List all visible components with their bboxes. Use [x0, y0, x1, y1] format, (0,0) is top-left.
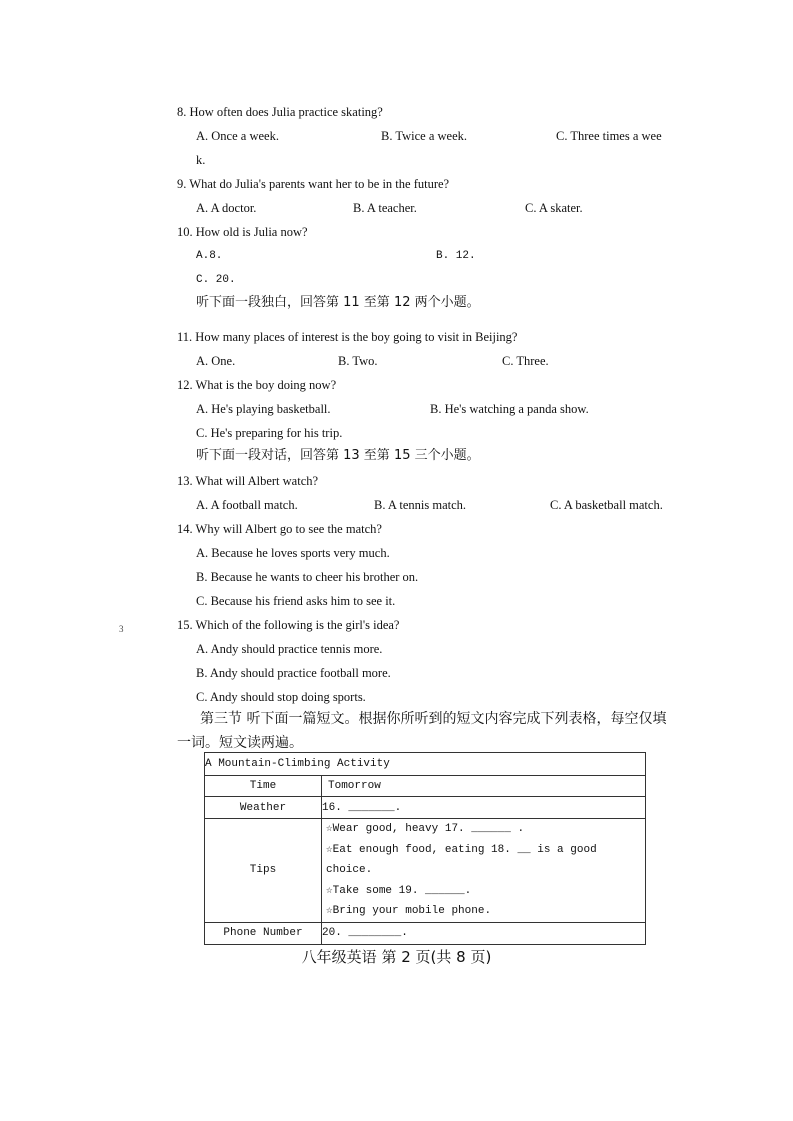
weather-label: Weather: [205, 797, 322, 819]
phone-value: 20. ________.: [322, 922, 646, 944]
question-15-option-a: A. Andy should practice tennis more.: [196, 642, 383, 656]
tip-item: ☆Wear good, heavy 17. ______ .: [326, 823, 525, 835]
question-8-option-a: A. Once a week.: [196, 129, 279, 143]
stray-mark: 3: [119, 624, 124, 634]
instruction-13-15: 听下面一段对话，回答第 13 至第 15 三个小题。: [196, 448, 480, 463]
question-12-option-c: C. He's preparing for his trip.: [196, 426, 343, 440]
question-11-option-a: A. One.: [196, 354, 236, 368]
question-8-option-b: B. Twice a week.: [381, 129, 468, 143]
tips-label: Tips: [205, 819, 322, 923]
table-title: A Mountain-Climbing Activity: [205, 753, 646, 776]
question-14-option-c: C. Because his friend asks him to see it.: [196, 594, 396, 608]
question-8-option-c-wrap: k.: [196, 153, 206, 167]
question-15-stem: 15. Which of the following is the girl's idea?: [177, 618, 400, 632]
question-11-stem: 11. How many places of interest is the boy going to visit in Beijing?: [177, 330, 518, 344]
phone-label: Phone Number: [205, 922, 322, 944]
question-8-option-c: C. Three times a wee: [556, 129, 662, 143]
question-10-option-b: B. 12.: [436, 250, 476, 262]
question-13-stem: 13. What will Albert watch?: [177, 474, 319, 488]
question-9-option-a: A. A doctor.: [196, 201, 257, 215]
question-9-option-c: C. A skater.: [525, 201, 583, 215]
question-10-option-a: A.8.: [196, 250, 223, 262]
question-14-stem: 14. Why will Albert go to see the match?: [177, 522, 382, 536]
section-3-instruction-line-1: 第三节 听下面一篇短文。根据你所听到的短文内容完成下列表格，每空仅填: [200, 711, 667, 727]
section-3-instruction-line-2: 一词。短文读两遍。: [177, 735, 303, 751]
page-footer: 八年级英语 第 2 页(共 8 页): [301, 948, 492, 966]
question-11-option-c: C. Three.: [502, 354, 549, 368]
question-10-stem: 10. How old is Julia now?: [177, 225, 308, 239]
tip-item: ☆Eat enough food, eating 18. __ is a good choice.: [326, 843, 597, 876]
weather-value: 16. _______.: [322, 797, 646, 819]
table-row: [205, 753, 646, 776]
question-14-option-a: A. Because he loves sports very much.: [196, 546, 390, 560]
question-15-option-c: C. Andy should stop doing sports.: [196, 690, 366, 704]
activity-table: [204, 752, 646, 945]
time-label: Time: [205, 776, 322, 797]
question-11-option-b: B. Two.: [338, 354, 378, 368]
question-12-stem: 12. What is the boy doing now?: [177, 378, 337, 392]
time-value: Tomorrow: [322, 776, 646, 797]
tip-item: ☆Bring your mobile phone.: [326, 905, 492, 917]
tip-item: ☆Take some 19. ______.: [326, 884, 472, 897]
question-13-option-b: B. A tennis match.: [374, 498, 467, 512]
table-row: [205, 922, 646, 944]
question-15-option-b: B. Andy should practice football more.: [196, 666, 391, 680]
table-row: [205, 776, 646, 797]
table-row: [205, 797, 646, 819]
question-12-option-a: A. He's playing basketball.: [196, 402, 331, 416]
question-9-option-b: B. A teacher.: [353, 201, 417, 215]
instruction-11-12: 听下面一段独白，回答第 11 至第 12 两个小题。: [196, 295, 480, 310]
question-8-stem: 8. How often does Julia practice skating?: [177, 105, 383, 119]
question-12-option-b: B. He's watching a panda show.: [430, 402, 589, 416]
question-9-stem: 9. What do Julia's parents want her to be in the future?: [177, 177, 450, 191]
question-14-option-b: B. Because he wants to cheer his brother on.: [196, 570, 419, 584]
question-13-option-c: C. A basketball match.: [550, 498, 663, 512]
table-row: [205, 819, 646, 923]
question-13-option-a: A. A football match.: [196, 498, 298, 512]
question-10-option-c: C. 20.: [196, 274, 236, 286]
tips-cell: [322, 819, 646, 923]
